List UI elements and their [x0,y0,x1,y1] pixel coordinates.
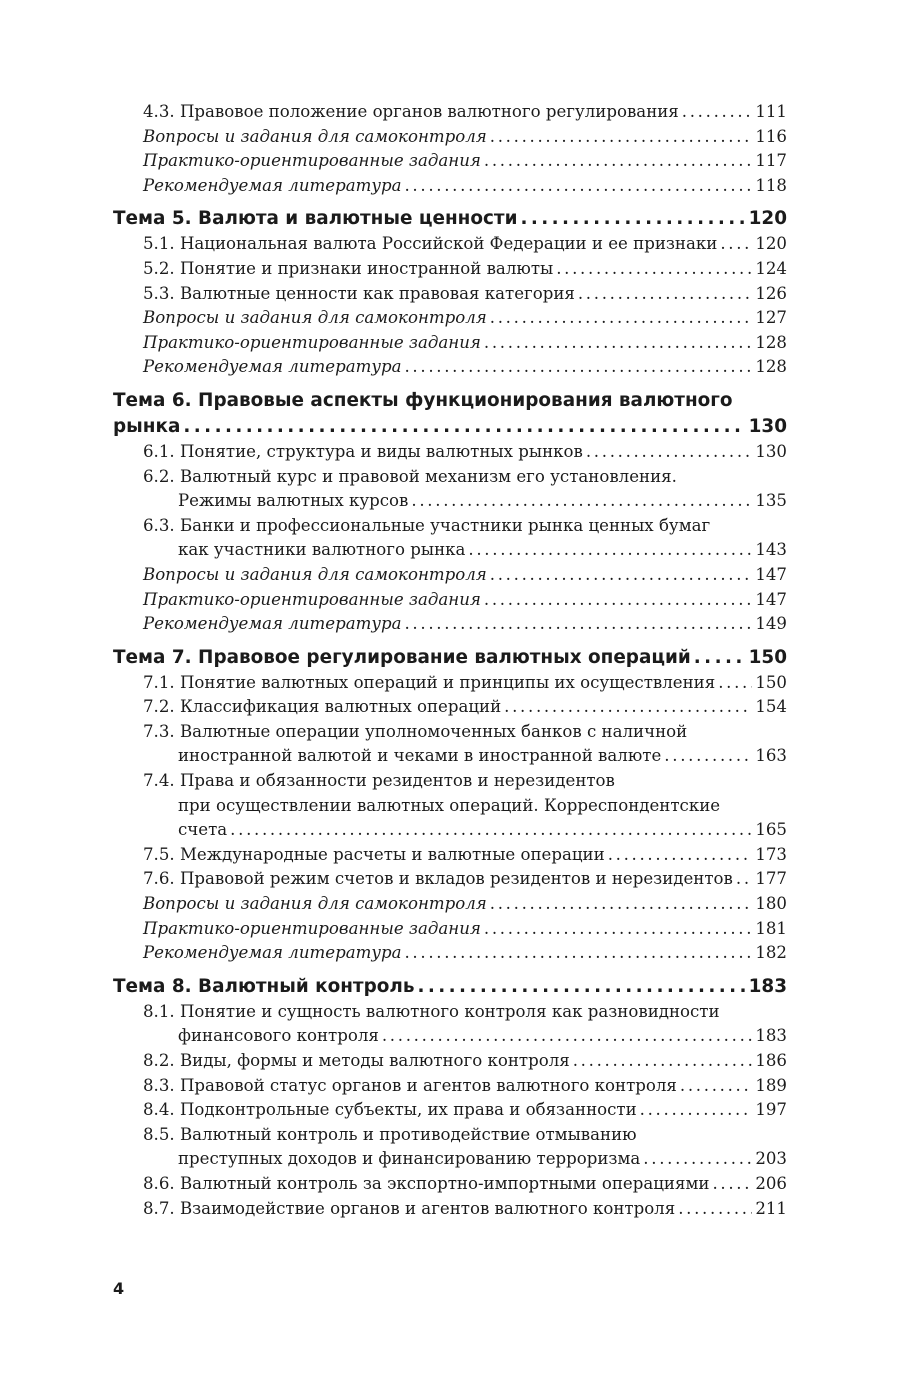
toc-entry-title: Вопросы и задания для самоконтроля [143,308,487,328]
toc-entry-title: 8.1. Понятие и сущность валютного контроля как разновидности [143,1001,720,1021]
toc-page-number: 143 [755,540,787,560]
toc-line [143,149,787,174]
dot-leader [680,1074,752,1099]
toc-entry-title: Режимы валютных курсов [178,491,409,511]
dot-leader [718,671,752,696]
toc-section [113,1123,787,1172]
toc-section [113,1098,787,1123]
toc-entry-title: Тема 6. Правовые аспекты функционирования валютного [113,389,733,411]
toc-entry-title: 6.2. Валютный курс и правовой механизм его установления. [143,466,677,486]
toc-section [113,1049,787,1074]
toc-line [143,100,787,125]
toc-section [113,100,787,125]
toc-line [143,941,787,966]
toc-line [113,414,787,440]
dot-leader [404,174,752,199]
toc-line [143,695,787,720]
dot-leader [608,843,753,868]
toc-entry-title: Вопросы и задания для самоконтроля [143,564,487,584]
dot-leader [556,257,752,282]
toc-entry-title: счета [178,820,228,840]
toc-line [143,1197,787,1222]
dot-leader [678,1197,752,1222]
toc-topic [113,645,787,671]
toc-page-number: 117 [755,151,787,171]
toc-page-number: 173 [755,844,787,864]
toc-line [143,465,787,490]
toc-line [143,1123,787,1148]
toc-entry-title: 7.1. Понятие валютных операций и принципы их осуществления [143,672,716,692]
toc-page-number: 120 [755,234,787,254]
toc-line [143,612,787,637]
toc-line [143,440,787,465]
toc-section [113,282,787,307]
toc-line [143,794,787,819]
toc-section [113,769,787,843]
toc-entry-title: финансового контроля [178,1026,379,1046]
toc-line [143,671,787,696]
toc-section [113,1074,787,1099]
toc-line [143,1024,787,1049]
toc-entry-title: 8.6. Валютный контроль за экспортно-импортными операциями [143,1173,710,1193]
toc-page-number: 135 [755,491,787,511]
toc-line [113,206,787,232]
toc-section [113,843,787,868]
toc-line [143,174,787,199]
toc-line [143,1049,787,1074]
toc-entry-title: 7.4. Права и обязанности резидентов и нерезидентов [143,771,615,791]
toc-page-number: 182 [755,943,787,963]
toc-extra-item [113,917,787,942]
toc-entry-title: 5.3. Валютные ценности как правовая категория [143,283,575,303]
toc-section [113,1000,787,1049]
dot-leader [664,744,752,769]
toc-section [113,232,787,257]
toc-page-number: 111 [755,102,787,121]
toc-line [143,538,787,563]
dot-leader [183,414,745,440]
toc-extra-item [113,612,787,637]
dot-leader [640,1098,753,1123]
toc-entry-title: Рекомендуемая литература [143,175,402,195]
toc-entry-title: 4.3. Правовое положение органов валютного регулирования [143,102,679,121]
toc-entry-title: 7.6. Правовой режим счетов и вкладов резидентов и нерезидентов [143,869,733,889]
dot-leader [578,282,752,307]
toc-entry-title: Тема 5. Валюта и валютные ценности [113,208,518,230]
page-number: 4 [113,1279,125,1298]
toc-section [113,514,787,563]
toc-page-number: 130 [755,441,787,461]
toc-entry-title: 5.1. Национальная валюта Российской Федерации и ее признаки [143,234,718,254]
toc-page-number: 150 [755,672,787,692]
toc-entry-title: 7.2. Классификация валютных операций [143,697,502,717]
toc-entry-title: рынка [113,415,181,437]
toc-page-number: 120 [748,208,787,230]
toc-line [143,514,787,539]
toc-page-number: 189 [755,1075,787,1095]
toc-page-number: 177 [755,869,787,889]
toc-entry-title: 8.5. Валютный контроль и противодействие отмыванию [143,1124,637,1144]
toc-line [113,388,787,414]
toc-line [143,769,787,794]
dot-leader [230,818,752,843]
toc-page-number: 118 [755,175,787,195]
dot-leader [694,645,746,671]
toc-entry-title: Рекомендуемая литература [143,943,402,963]
toc-section [113,1172,787,1197]
toc-page-number: 130 [748,415,787,437]
toc-section [113,720,787,769]
toc-page-number: 147 [755,589,787,609]
dot-leader [418,974,746,1000]
toc-entry-title: 8.7. Взаимодействие органов и агентов валютного контроля [143,1198,676,1218]
toc-line [143,892,787,917]
dot-leader [484,588,752,613]
toc-entry-title: 8.2. Виды, формы и методы валютного контроля [143,1051,570,1070]
dot-leader [643,1147,752,1172]
toc-extra-item [113,125,787,150]
toc-line [143,306,787,331]
toc-line [143,917,787,942]
toc-line [113,645,787,671]
table-of-contents [113,100,787,1221]
dot-leader [712,1172,752,1197]
toc-page-number: 183 [748,975,787,997]
dot-leader [504,695,752,720]
toc-section [113,440,787,465]
toc-extra-item [113,331,787,356]
toc-entry-title: Практико-ориентированные задания [143,332,481,352]
toc-entry-title: Тема 8. Валютный контроль [113,975,415,997]
toc-extra-item [113,892,787,917]
dot-leader [411,489,752,514]
toc-entry-title: Практико-ориентированные задания [143,918,481,938]
toc-topic [113,388,787,440]
dot-leader [490,892,753,917]
toc-entry-title: 8.4. Подконтрольные субъекты, их права и обязанности [143,1100,637,1120]
toc-extra-item [113,588,787,613]
dot-leader [720,232,752,257]
dot-leader [404,612,752,637]
toc-extra-item [113,306,787,331]
toc-entry-title: Рекомендуемая литература [143,357,402,377]
toc-entry-title: 6.1. Понятие, структура и виды валютных рынков [143,441,583,461]
toc-entry-title: при осуществлении валютных операций. Корреспондентские [178,795,721,815]
toc-extra-item [113,174,787,199]
toc-entry-title: как участники валютного рынка [178,540,466,560]
toc-page-number: 211 [755,1198,787,1218]
toc-section [113,1197,787,1222]
toc-line [143,563,787,588]
dot-leader [736,867,752,892]
toc-page-number: 203 [755,1149,787,1169]
toc-entry-title: Вопросы и задания для самоконтроля [143,894,487,914]
toc-page-number: 186 [755,1051,787,1070]
dot-leader [490,306,753,331]
toc-page-number: 180 [755,894,787,914]
toc-line [143,331,787,356]
toc-entry-title: иностранной валютой и чеками в иностранной валюте [178,746,662,766]
dot-leader [682,100,753,125]
toc-line [143,843,787,868]
toc-page-number: 165 [755,820,787,840]
toc-extra-item [113,563,787,588]
toc-line [143,282,787,307]
toc-page-number: 163 [755,746,787,766]
toc-entry-title: 8.3. Правовой статус органов и агентов валютного контроля [143,1075,677,1095]
toc-line [143,1098,787,1123]
toc-page-number: 197 [755,1100,787,1120]
toc-entry-title: Практико-ориентированные задания [143,151,481,171]
toc-page-number: 147 [755,564,787,584]
toc-page-number: 150 [748,646,787,668]
dot-leader [490,563,753,588]
toc-topic [113,206,787,232]
toc-page-number: 149 [755,614,787,634]
toc-line [143,232,787,257]
dot-leader [468,538,752,563]
dot-leader [484,331,752,356]
dot-leader [484,149,752,174]
dot-leader [586,440,752,465]
toc-page-number: 128 [755,332,787,352]
toc-line [143,818,787,843]
toc-line [143,1000,787,1025]
toc-line [143,355,787,380]
toc-page-number: 206 [755,1173,787,1193]
toc-line [143,1147,787,1172]
toc-entry-title: преступных доходов и финансированию терроризма [178,1149,641,1169]
toc-topic [113,974,787,1000]
toc-entry-title: Практико-ориентированные задания [143,589,481,609]
toc-entry-title: Тема 7. Правовое регулирование валютных операций [113,646,691,668]
toc-entry-title: Вопросы и задания для самоконтроля [143,126,487,146]
toc-page-number: 181 [755,918,787,938]
dot-leader [484,917,752,942]
toc-line [143,257,787,282]
dot-leader [404,355,752,380]
dot-leader [382,1024,752,1049]
toc-page-number: 127 [755,308,787,328]
toc-page-number: 124 [755,258,787,278]
toc-entry-title: 6.3. Банки и профессиональные участники рынка ценных бумаг [143,515,711,535]
toc-line [143,867,787,892]
toc-line [143,1074,787,1099]
toc-page-number: 128 [755,357,787,377]
dot-leader [404,941,752,966]
toc-entry-title: 5.2. Понятие и признаки иностранной валюты [143,258,554,278]
dot-leader [573,1049,753,1074]
toc-section [113,257,787,282]
toc-page-number: 126 [755,283,787,303]
toc-section [113,867,787,892]
toc-extra-item [113,941,787,966]
toc-section [113,671,787,696]
toc-line [143,588,787,613]
toc-line [143,489,787,514]
toc-extra-item [113,149,787,174]
toc-section [113,465,787,514]
toc-page-number: 116 [755,126,787,146]
toc-extra-item [113,355,787,380]
toc-line [143,1172,787,1197]
dot-leader [520,206,745,232]
toc-line [113,974,787,1000]
toc-page-number: 183 [755,1026,787,1046]
toc-entry-title: 7.3. Валютные операции уполномоченных банков с наличной [143,721,688,741]
dot-leader [490,125,753,150]
toc-line [143,720,787,745]
toc-line [143,744,787,769]
toc-entry-title: 7.5. Международные расчеты и валютные операции [143,844,605,864]
toc-section [113,695,787,720]
toc-entry-title: Рекомендуемая литература [143,614,402,634]
toc-line [143,125,787,150]
toc-page-number: 154 [755,697,787,717]
